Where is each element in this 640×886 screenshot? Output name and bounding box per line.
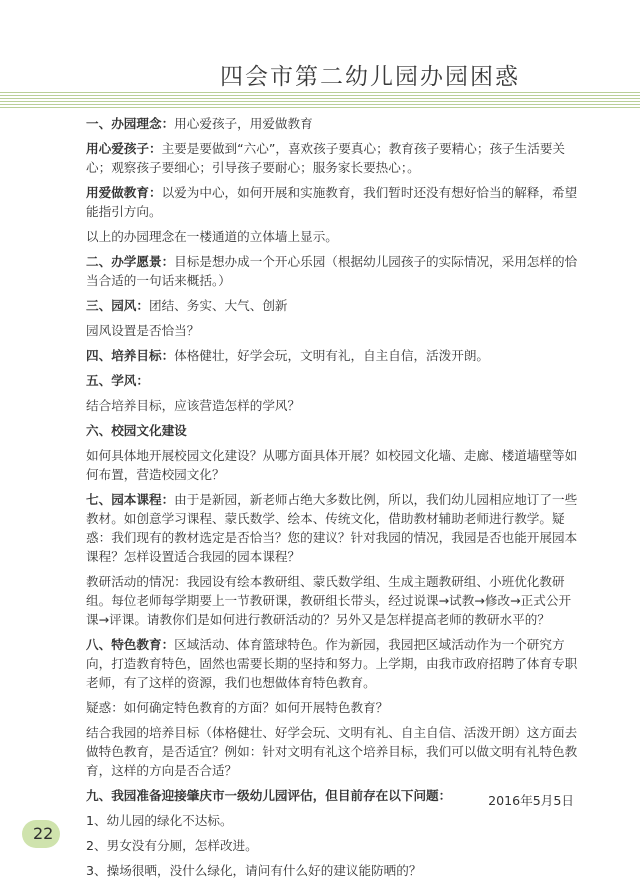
- paragraph-text: 结合我园的培养目标（体格健壮、好学会玩、文明有礼、自主自信、活泼开朗）这方面去做特色教育，是否适宜？例如：针对文明有礼这个培养目标，我们可以做文明有礼特色教育，这样的方向是否合适？: [86, 725, 578, 778]
- paragraph-text: 3、操场很晒，没什么绿化，请问有什么好的建议能防晒的？: [86, 863, 422, 878]
- paragraph: [86, 139, 578, 177]
- paragraph: [86, 490, 578, 566]
- document-date: 2016年5月5日: [488, 793, 574, 808]
- section-heading: 用心爱孩子：: [86, 141, 162, 156]
- paragraph: [86, 296, 578, 315]
- section-heading: 八、特色教育：: [86, 637, 175, 652]
- paragraph-text: 区域活动、体育篮球特色。作为新园，我园把区域活动作为一个研究方向，打造教育特色，固然也需要长期的坚持和努力。上学期，由我市政府招聘了体育专职老师，有了这样的资源，我们也想做体育特色教育。: [86, 637, 578, 690]
- paragraph: [86, 346, 578, 365]
- paragraph-text: 教研活动的情况：我园设有绘本教研组、蒙氏数学组、生成主题教研组、小班优化教研组。每位老师每学期要上一节教研课，教研组长带头，经过说课→试教→修改→正式公开课→评课。请教你们是如何进行教研活动的？另外又是怎样提高老师的教研水平的？: [86, 574, 572, 627]
- list-item: [86, 836, 578, 855]
- paragraph-text: 2、男女没有分厕，怎样改进。: [86, 838, 258, 853]
- paragraph-text: 体格健壮，好学会玩，文明有礼，自主自信，活泼开朗。: [174, 348, 489, 363]
- section-heading: 七、园本课程：: [86, 492, 175, 507]
- document-body: [86, 114, 578, 886]
- paragraph: [86, 371, 578, 390]
- paragraph-text: 目标是想办成一个开心乐园（根据幼儿园孩子的实际情况，采用怎样的恰当合适的一句话来概括。）: [86, 254, 578, 288]
- paragraph-text: 团结、务实、大气、创新: [148, 298, 288, 313]
- paragraph-text: 用心爱孩子，用爱做教育: [174, 116, 313, 131]
- paragraph: [86, 635, 578, 692]
- section-heading: 六、校园文化建设: [86, 423, 187, 438]
- header-stripes: [0, 92, 640, 110]
- section-heading: 三、园风：: [86, 298, 149, 313]
- paragraph-text: 主要是要做到“六心”，喜欢孩子要真心；教育孩子要精心；孩子生活要关心；观察孩子要细心；引导孩子要耐心；服务家长要热心；。: [86, 141, 566, 175]
- paragraph: [86, 572, 578, 629]
- paragraph-text: 以爱为中心，如何开展和实施教育，我们暂时还没有想好恰当的解释，希望能指引方向。: [86, 185, 578, 219]
- section-heading: 四、培养目标：: [86, 348, 175, 363]
- paragraph-text: 如何具体地开展校园文化建设？从哪方面具体开展？如校园文化墙、走廊、楼道墙壁等如何布置，营造校园文化？: [86, 448, 578, 482]
- page-number: 22: [33, 824, 54, 843]
- section-heading: 五、学风：: [86, 373, 149, 388]
- section-heading: 一、办园理念：: [86, 116, 175, 131]
- paragraph: [86, 114, 578, 133]
- section-heading: 二、办学愿景：: [86, 254, 175, 269]
- paragraph: [86, 183, 578, 221]
- paragraph: [86, 421, 578, 440]
- paragraph: [86, 396, 578, 415]
- paragraph-text: 园风设置是否恰当？: [86, 323, 200, 338]
- section-heading: 九、我园准备迎接肇庆市一级幼儿园评估，但目前存在以下问题：: [86, 788, 452, 803]
- paragraph: [86, 698, 578, 717]
- paragraph-text: 以上的办园理念在一楼通道的立体墙上显示。: [86, 229, 338, 244]
- paragraph-text: 由于是新园，新老师占绝大多数比例，所以，我们幼儿园相应地订了一些教材。如创意学习课程、蒙氏数学、绘本、传统文化，借助教材辅助老师进行教学。疑惑：我们现有的教材选定是否恰当？您的建议？针对我园的情况，我园是否也能开展园本课程？怎样设置适合我园的园本课程？: [86, 492, 578, 564]
- list-item: [86, 861, 578, 880]
- section-heading: 用爱做教育：: [86, 185, 162, 200]
- page-title: 四会市第二幼儿园办园困惑: [220, 64, 520, 90]
- paragraph: [86, 321, 578, 340]
- paragraph: [86, 227, 578, 246]
- list-item: [86, 811, 578, 830]
- paragraph-text: 疑惑：如何确定特色教育的方面？如何开展特色教育？: [86, 700, 389, 715]
- paragraph-text: 1、幼儿园的绿化不达标。: [86, 813, 233, 828]
- paragraph: [86, 446, 578, 484]
- paragraph-text: 结合培养目标，应该营造怎样的学风？: [86, 398, 301, 413]
- paragraph: [86, 723, 578, 780]
- paragraph: [86, 252, 578, 290]
